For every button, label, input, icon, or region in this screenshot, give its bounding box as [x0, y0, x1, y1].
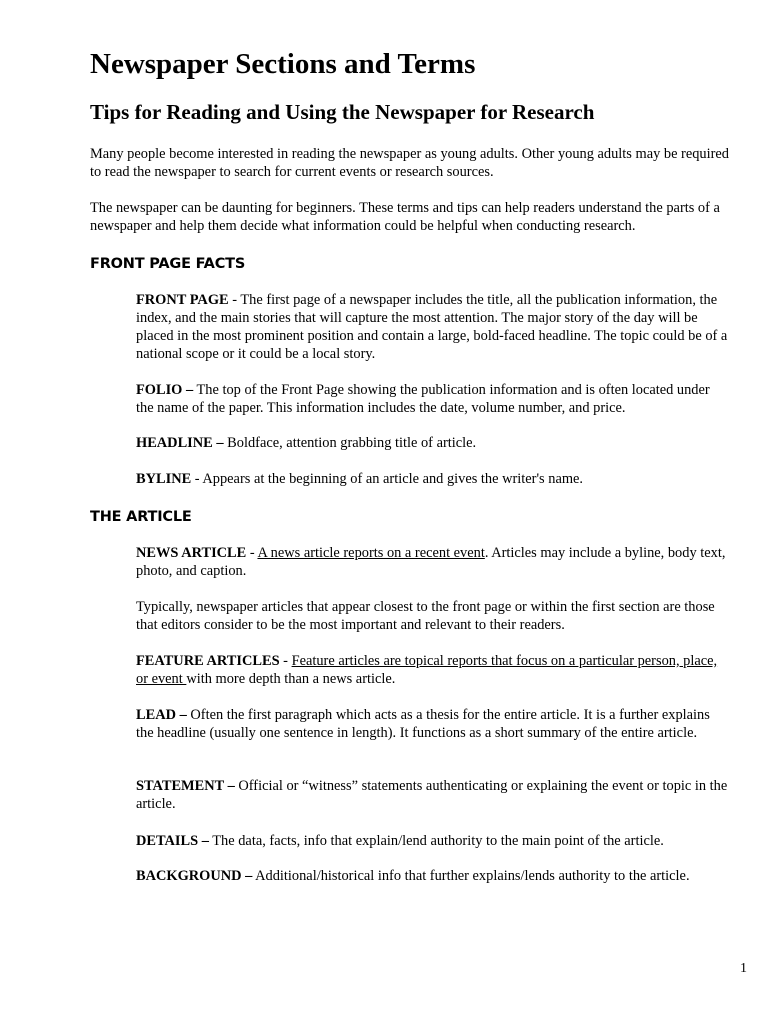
- intro-paragraph-1: Many people become interested in reading the newspaper as young adults. Other young adults may be required to read the newspaper to search for current events or research sources.: [90, 146, 729, 180]
- intro-paragraph-2: The newspaper can be daunting for beginners. These terms and tips can help readers understand the parts of a newspaper and help them decide what information could be helpful when conducting research.: [90, 200, 720, 234]
- underlined-definition-news-article: A news article reports on a recent event: [257, 545, 485, 561]
- entry-byline: [136, 470, 730, 488]
- term-byline: BYLINE: [136, 471, 192, 487]
- entry-lead: [136, 706, 730, 742]
- definition-news-article: . Articles may include a byline, body text, photo, and caption.: [136, 545, 726, 579]
- entry-separator: -: [246, 545, 258, 561]
- entry-feature-articles: [136, 652, 730, 688]
- entry-front-page: [136, 291, 730, 363]
- paragraph-typically: Typically, newspaper articles that appear closest to the front page or within the first section are those that editors consider to be the most important and relevant to their readers.: [136, 599, 715, 633]
- definition-front-page: The first page of a newspaper includes the title, all the publication information, the index, and the main stories that will capture the most attention. The major story of the day will be placed in the most prominent position and contain a large, bold-faced headline. The topic could be of a national scope or it could be a local story.: [136, 292, 728, 362]
- definition-headline: Boldface, attention grabbing title of article.: [227, 435, 477, 451]
- definition-statement: Official or “witness” statements authenticating or explaining the event or topic in the article.: [136, 778, 728, 812]
- entry-folio: [136, 381, 730, 417]
- entry-news-article: [136, 544, 730, 580]
- term-statement: STATEMENT –: [136, 778, 235, 794]
- term-front-page: FRONT PAGE: [136, 292, 229, 308]
- term-background: BACKGROUND –: [136, 868, 253, 884]
- definition-background: Additional/historical info that further explains/lends authority to the article.: [255, 868, 690, 884]
- entry-separator: -: [228, 292, 241, 308]
- term-news-article: NEWS ARTICLE: [136, 545, 247, 561]
- term-folio: FOLIO –: [136, 382, 194, 398]
- section-heading-front-page-facts: FRONT PAGE FACTS: [90, 256, 246, 272]
- definition-byline: Appears at the beginning of an article and gives the writer's name.: [202, 471, 584, 487]
- page-number: 1: [740, 961, 747, 976]
- section-heading-the-article: THE ARTICLE: [90, 509, 192, 525]
- entry-details: [136, 832, 730, 850]
- term-details: DETAILS –: [136, 833, 209, 849]
- underlined-definition-feature-articles: Feature articles are topical reports that focus on a particular person, place, or event: [136, 653, 718, 687]
- entry-statement: [136, 777, 730, 813]
- definition-feature-articles: with more depth than a news article.: [186, 671, 396, 687]
- page-subtitle: Tips for Reading and Using the Newspaper for Research: [90, 100, 595, 124]
- term-feature-articles: FEATURE ARTICLES: [136, 653, 280, 669]
- entry-headline: [136, 434, 730, 452]
- entry-separator: -: [191, 471, 203, 487]
- page-title: Newspaper Sections and Terms: [90, 48, 476, 80]
- definition-folio: The top of the Front Page showing the publication information and is often located under the name of the paper. This information includes the date, volume number, and price.: [136, 382, 710, 416]
- definition-details: The data, facts, info that explain/lend authority to the main point of the article.: [212, 833, 664, 849]
- entry-background: [136, 867, 730, 885]
- entry-separator: -: [279, 653, 292, 669]
- term-headline: HEADLINE –: [136, 435, 224, 451]
- definition-lead: Often the first paragraph which acts as a thesis for the entire article. It is a further explains the headline (usually one sentence in length). It functions as a short summary of the entire article.: [136, 707, 710, 741]
- term-lead: LEAD –: [136, 707, 187, 723]
